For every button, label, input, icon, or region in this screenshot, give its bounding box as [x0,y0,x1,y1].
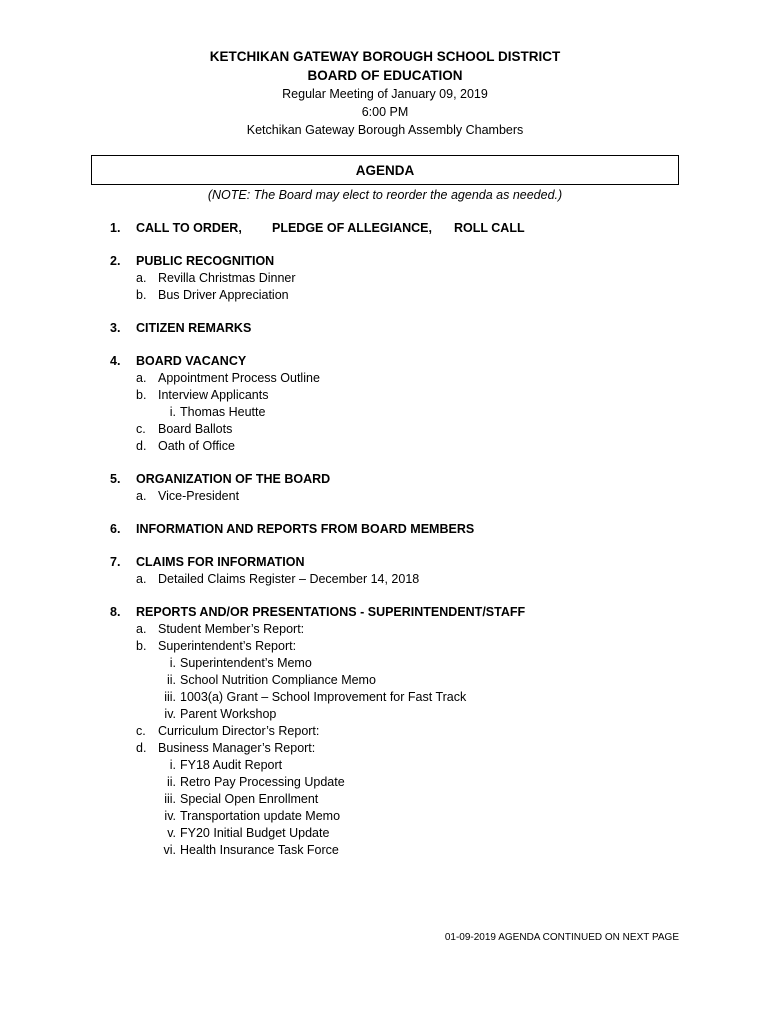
item-title: PUBLIC RECOGNITION [136,254,275,268]
page-footer: 01-09-2019 AGENDA CONTINUED ON NEXT PAGE [444,932,679,943]
sub-item: c. Curriculum Director’s Report: [136,724,320,738]
agenda-item-7 [110,554,690,588]
sub-item: a. Detailed Claims Register – December 14, 2018 [136,572,420,586]
sub-sub-item: i. Thomas Heutte [169,405,266,419]
agenda-item-4 [110,353,690,455]
call-to-order: CALL TO ORDER, [136,221,242,235]
sub-item: b. Bus Driver Appreciation [136,288,289,302]
item-title: INFORMATION AND REPORTS FROM BOARD MEMBERS [136,522,475,536]
sub-item: d. Business Manager’s Report: [136,741,316,755]
agenda-item-6 [110,521,690,538]
agenda-item-1 [110,220,690,237]
sub-item: a. Appointment Process Outline [136,371,320,385]
sub-item: c. Board Ballots [136,422,233,436]
sub-item: a. Vice-President [136,489,240,503]
sub-item: b. Superintendent’s Report: [136,639,297,653]
sub-sub-item: v. FY20 Initial Budget Update [167,826,330,840]
item-number: 3. [110,321,121,335]
item-title: REPORTS AND/OR PRESENTATIONS - SUPERINTENDENT/STAFF [136,605,526,619]
item-title: ORGANIZATION OF THE BOARD [136,472,331,486]
meeting-time: 6:00 PM [361,105,409,119]
item-number: 8. [110,605,121,619]
agenda-title: AGENDA [355,162,415,178]
pledge-of-allegiance: PLEDGE OF ALLEGIANCE, [272,221,432,235]
roll-call: ROLL CALL [454,221,525,235]
sub-sub-item: iii. Special Open Enrollment [164,792,319,806]
sub-item: d. Oath of Office [136,439,235,453]
agenda-item-8 [110,604,690,859]
sub-sub-item: iv. Parent Workshop [164,707,277,721]
district-name: KETCHIKAN GATEWAY BOROUGH SCHOOL DISTRICT [209,49,561,64]
meeting-title: Regular Meeting of January 09, 2019 [282,87,488,101]
agenda-item-2 [110,253,690,304]
sub-sub-item: vi. Health Insurance Task Force [163,843,339,857]
sub-sub-item: i. Superintendent’s Memo [169,656,312,670]
item-number: 7. [110,555,121,569]
sub-sub-item: iv. Transportation update Memo [164,809,341,823]
item-number: 4. [110,354,121,368]
agenda-items [110,220,690,875]
meeting-location: Ketchikan Gateway Borough Assembly Chambers [246,123,524,137]
agenda-note: (NOTE: The Board may elect to reorder the agenda as needed.) [207,188,563,202]
item-title: CLAIMS FOR INFORMATION [136,555,305,569]
sub-item: a. Student Member’s Report: [136,622,305,636]
board-name: BOARD OF EDUCATION [307,68,463,83]
sub-sub-item: iii. 1003(a) Grant – School Improvement for Fast Track [164,690,467,704]
agenda-item-3 [110,320,690,337]
item-number: 6. [110,522,121,536]
sub-item: b. Interview Applicants [136,388,269,402]
item-title: CITIZEN REMARKS [136,321,252,335]
item-number: 5. [110,472,121,486]
sub-sub-item: ii. Retro Pay Processing Update [166,775,345,789]
item-number: 2. [110,254,121,268]
sub-item: a. Revilla Christmas Dinner [136,271,296,285]
agenda-title-box [91,155,679,185]
agenda-item-5 [110,471,690,505]
sub-sub-item: ii. School Nutrition Compliance Memo [166,673,376,687]
sub-sub-item: i. FY18 Audit Report [169,758,283,772]
document-header [0,47,770,139]
item-number: 1. [110,221,121,235]
item-title: BOARD VACANCY [136,354,247,368]
